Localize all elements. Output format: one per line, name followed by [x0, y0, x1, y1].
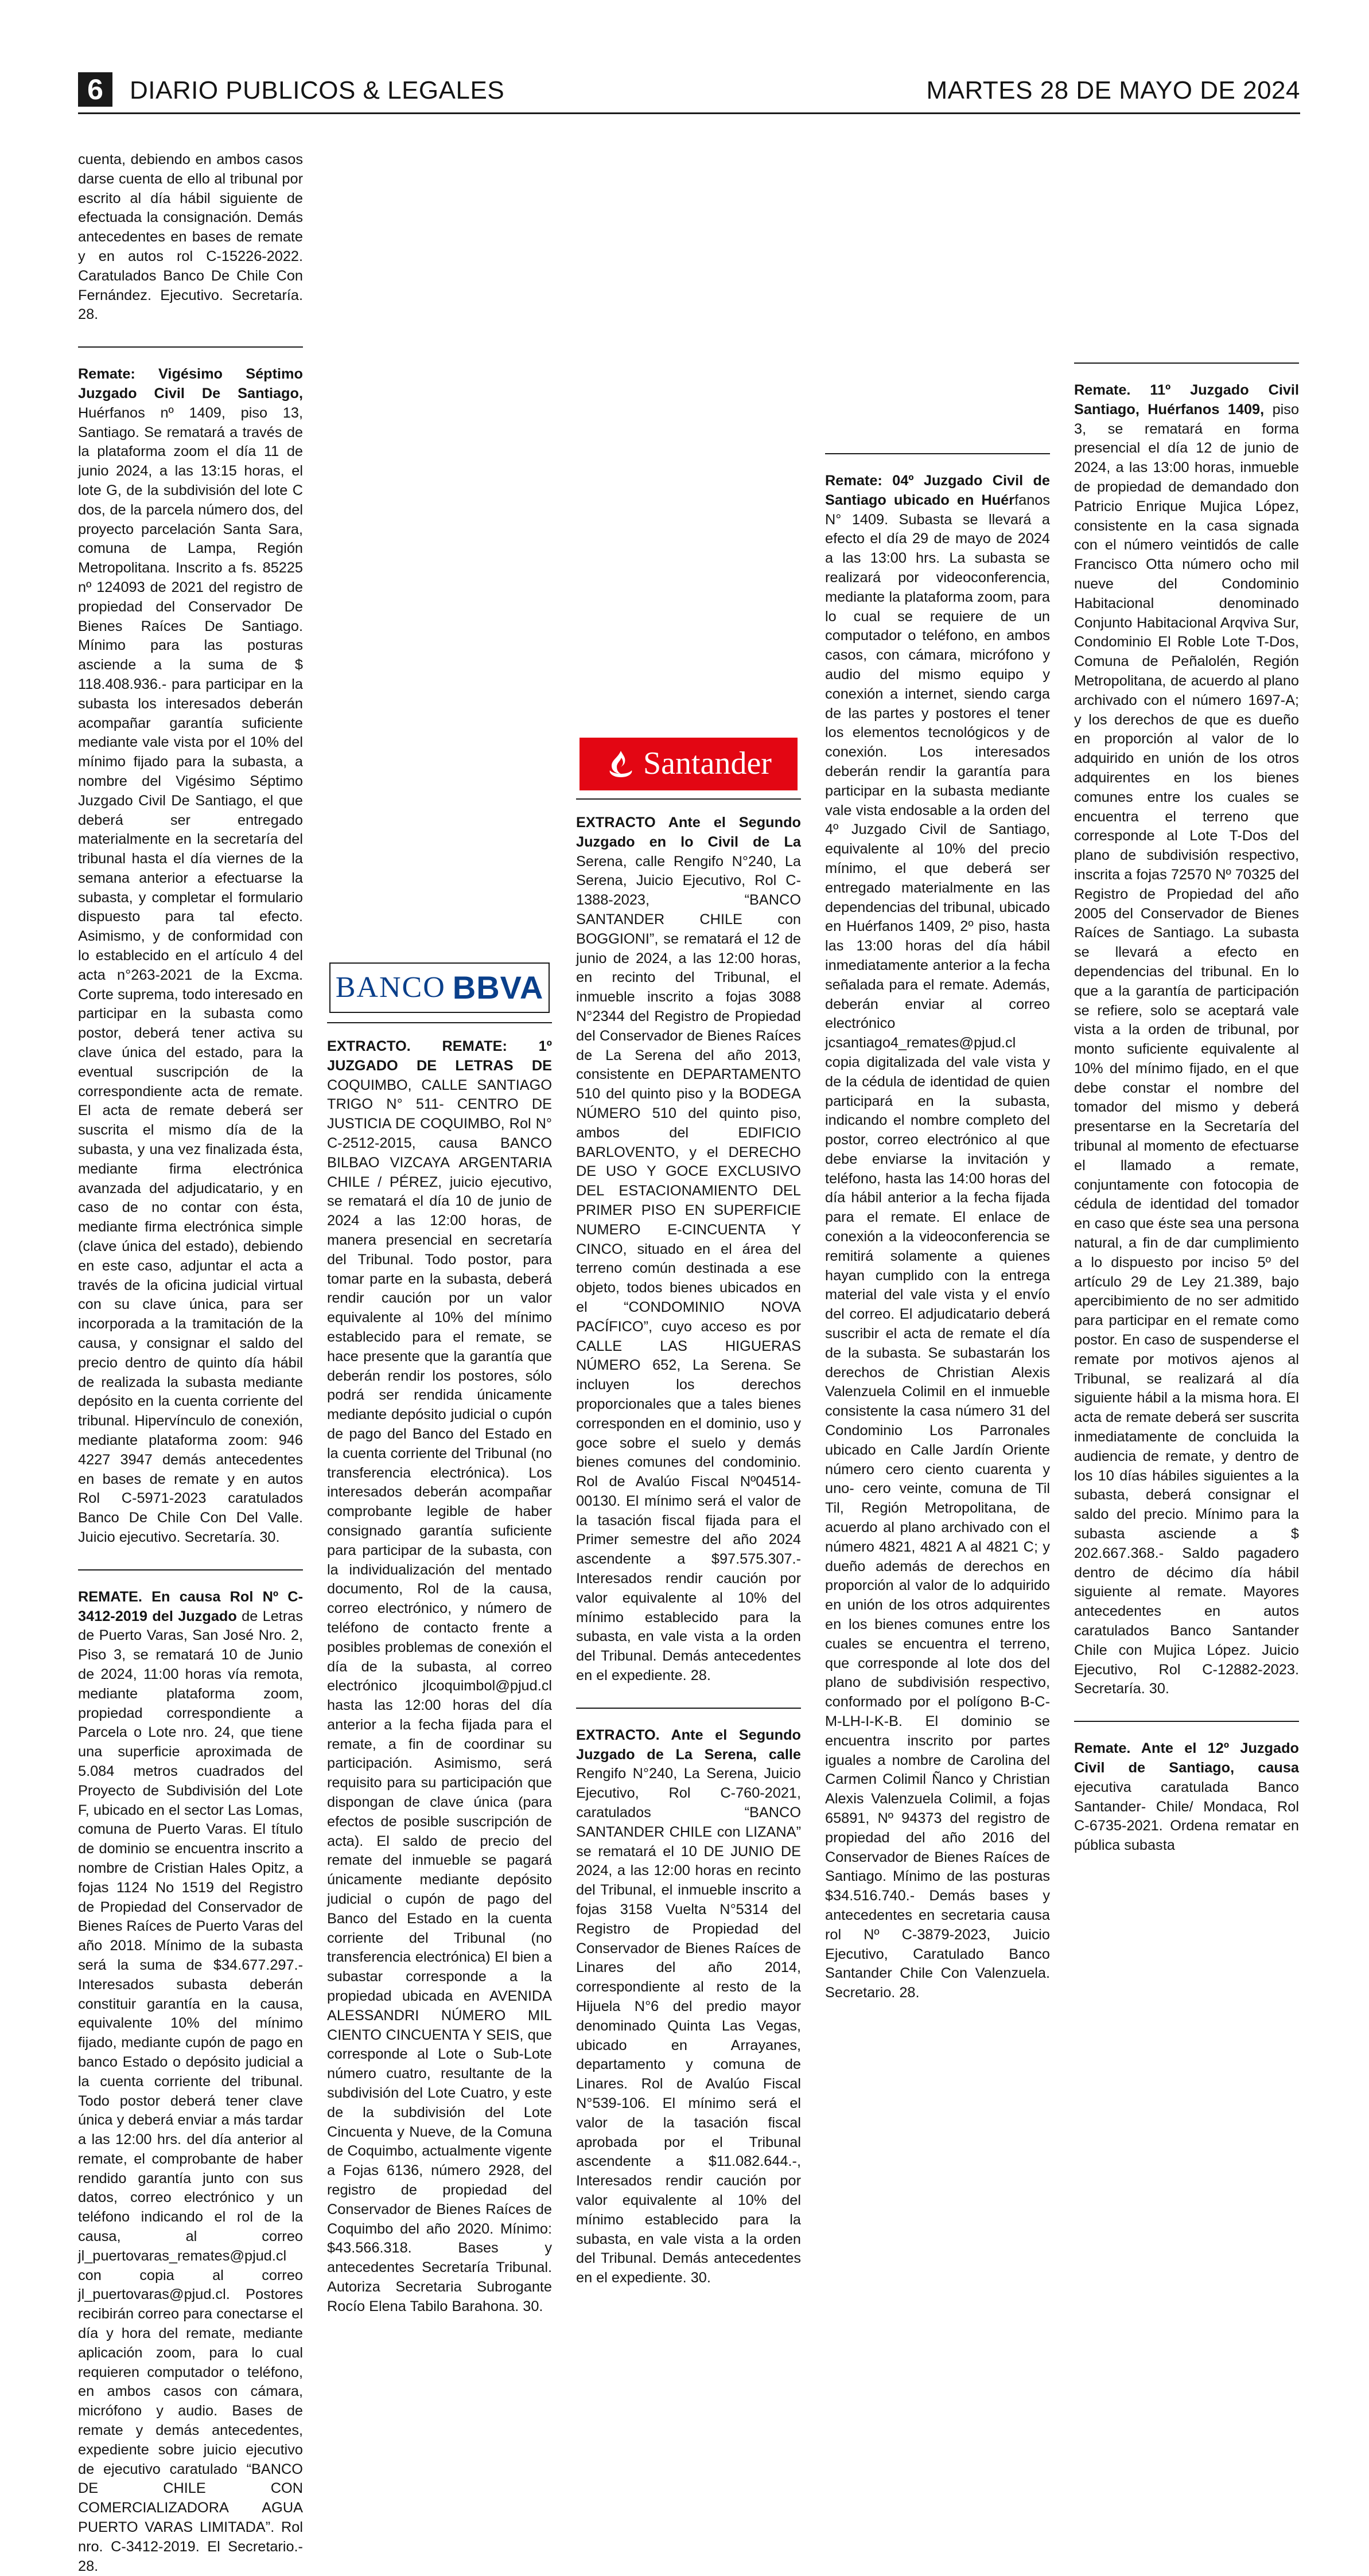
legal-notice: [78, 150, 303, 325]
notice-heading: REMATE. En causa Rol Nº C-3412-2019 del Juzgado: [78, 1588, 303, 1624]
notice-heading: Remate: 04º Juzgado Civil de Santiago ubicado en Huér: [825, 473, 1050, 508]
column-4: [825, 150, 1050, 2001]
notice-heading: Remate. 11º Juzgado Civil Santiago, Huérfanos 1409,: [1074, 382, 1299, 418]
bbva-banco-text: BANCO: [335, 971, 446, 1004]
header-rule: [78, 112, 1300, 114]
legal-notice: [78, 1588, 303, 2576]
publication-name: DIARIO PUBLICOS & LEGALES: [130, 76, 505, 104]
notice-body: piso 3, se rematará en forma presencial el día 12 de junio de 2024, a las 13:00 horas, inmueble de propiedad de demandado don Patricio Enrique Mujica López, consistente en la casa signada con el número veintidós de calle Francisco Otta número ocho mil nueve del Condominio Habitacional denominado Conjunto Habitacional Arqviva Sur, Condominio El Roble Lote T-Dos, Comuna de Peñalolén, Región Metropolitana, de acuerdo al plano archivado con el número 1697-A; y los derechos de que es dueño en proporción al valor de lo adquirido en unión de los otros adquirentes en los bienes comunes entre los cuales se encuentra el terreno que corresponde al Lote T-Dos del plano de subdivisión respectivo, inscrita a fojas 72570 Nº 70325 del Registro de Propiedad del año 2005 del Conservador de Bienes Raíces de Santiago. La subasta se llevará a efecto en dependencias del tribunal. En lo que a la garantía de participación se refiere, solo se aceptará vale vista a la orden de tribunal, por monto suficiente equivalente al 10% del mínimo fijado, en el que debe constar el nombre del tomador del mismo y deberá presentarse en la Secretaría del tribunal al momento de efectuarse el llamado a remate, conjuntamente con fotocopia de cédula de identidad del tomador en caso que éste sea una persona natural, a fin de dar cumplimiento a lo dispuesto por inciso 5º del artículo 29 de Ley 21.389, bajo apercibimiento de no ser admitido para participar en el remate como postor. En caso de suspenderse el remate por motivos ajenos al Tribunal, se realizará al día siguiente hábil a la misma hora. El acta de remate deberá ser suscrita inmediatamente de concluida la audiencia de remate, y dentro de los 10 días hábiles siguientes a la subasta, deberá consignar el saldo del precio. Mínimo para la subasta asciende a $ 202.667.368.- Saldo pagadero dentro de décimo día hábil siguiente al remate. Mayores antecedentes en autos caratulados Banco Santander Chile con Mujica López. Juicio Ejecutivo, Rol C-12882-2023. Secretaría. 30.: [1074, 401, 1300, 1697]
legal-notice: [825, 471, 1050, 2003]
notice-body: fanos N° 1409. Subasta se llevará a efecto el día 29 de mayo de 2024 a las 13:00 hrs. La subasta se realizará por videoconferencia, mediante la plataforma zoom, para lo cual se requiere de un computador o teléfono, en ambos casos, con cámara, micrófono y audio del mismo equipo y conexión a internet, siendo carga de las partes y postores el tener los elementos tecnológicos y de conexión. Los interesados deberán rendir la garantía para participar en la subasta mediante vale vista endosable a la orden del 4º Juzgado Civil de Santiago, equivalente al 10% del precio mínimo, el que deberá ser entregado materialmente en las dependencias del tribunal, ubicado en Huérfanos 1409, 2º piso, hasta las 13:00 horas del día hábil inmediatamente anterior a la fecha señalada para el remate. Además, deberán enviar al correo electrónico jcsantiago4_remates@pjud.cl copia digitalizada del vale vista y de la cédula de identidad de quien participará en la subasta, indicando el nombre completo del postor, correo electrónico al que debe enviarse la invitación y teléfono, hasta las 14:00 horas del día hábil anterior a la fecha fijada para el remate. El enlace de conexión a la videoconferencia se remitirá solamente a quienes hayan cumplido con la entrega material del vale vista y el envío del correo. El adjudicatario deberá suscribir el acta de remate el día de la subasta. Se subastarán los derechos de Christian Alexis Valenzuela Colimil en el inmueble consistente la casa número 31 del Condominio Los Parronales ubicado en Calle Jardín Oriente número cero ciento cuarenta y uno- cero veinte, comuna de Til Til, Región Metropolitana, de acuerdo al plano archivado con el número 4821, 4821 A al 4821 C; y dueño además de derechos en proporción al valor de lo adquirido en unión de los otros adquirentes en los bienes comunes entre los cuales se encuentra el terreno, que corresponde al lote dos del plano de subdivisión respectivo, conformado por el polígono B-C-M-LH-I-K-B. El dominio se encuentra inscrito por partes iguales a nombre de Carolina del Carmen Colimil Ñanco y Christian Alexis Valenzuela Colimil, a fojas 65891, Nº 94373 del registro de propiedad del año 2016 del Conservador de Bienes Raíces de Santiago. Mínimo de las posturas $34.516.740.- Demás bases y antecedentes en secretaria causa rol Nº C-3879-2023, Juicio Ejecutivo, Caratulado Banco Santander Chile Con Valenzuela. Secretario. 28.: [825, 492, 1050, 2001]
notice-body: ejecutiva caratulada Banco Santander- Chile/ Mondaca, Rol C-6735-2021. Ordena rematar en pública subasta: [1074, 1779, 1299, 1854]
page-header: [78, 72, 1300, 107]
notice-heading: Remate: Vigésimo Séptimo Juzgado Civil De Santiago,: [78, 366, 303, 402]
santander-flame-icon: [605, 749, 636, 780]
legal-notice: [576, 813, 801, 1686]
notice-separator: [576, 1708, 801, 1709]
notice-heading: EXTRACTO. Ante el Segundo Juzgado de La Serena, calle: [576, 1727, 801, 1763]
column-1: [78, 150, 303, 2574]
notice-separator: [78, 1569, 303, 1570]
column-3: [576, 150, 801, 2286]
notice-separator: [1074, 363, 1299, 364]
bbva-logo: [329, 962, 550, 1013]
notice-body: COQUIMBO, CALLE SANTIAGO TRIGO N° 511- CENTRO DE JUSTICIA DE COQUIMBO, Rol N° C-2512-2015, causa BANCO BILBAO VIZCAYA ARGENTARIA CHILE / PÉREZ, juicio ejecutivo, se rematará el día 10 de junio de 2024 a las 12:00 horas, de manera presencial en secretaría del Tribunal. Todo postor, para tomar parte en la subasta, deberá rendir caución por un valor equivalente al 10% del mínimo establecido para el remate, se hace presente que la garantía que deberán rendir los postores, sólo podrá ser rendida únicamente mediante depósito judicial o cupón de pago del Banco del Estado en la cuenta corriente del Tribunal (no transferencia electrónica). Los interesados deberán acompañar comprobante legible de haber consignado garantía suficiente para participar de la subasta, con la individualización del mentado documento, Rol de la causa, correo electrónico, y número de teléfono de contacto frente a posibles problemas de conexión el día de la subasta, al correo electrónico jlcoquimbol@pjud.cl hasta las 12:00 horas del día anterior a la fecha fijada para el remate, a fin de coordinar su participación. Asimismo, será requisito para su participación que dispongan de clave única (para efectos de posible suscripción de acta). El saldo de precio del remate del inmueble se pagará únicamente mediante depósito judicial o cupón de pago del Banco del Estado en la cuenta corriente del Tribunal (no transferencia electrónica) El bien a subastar corresponde a la propiedad ubicada en AVENIDA ALESSANDRI NÚMERO MIL CIENTO CINCUENTA Y SEIS, que corresponde al Lote o Sub-Lote número cuatro, resultante de la subdivisión del Lote Cuatro, y este de la subdivisión del Lote Cincuenta y Nueve, de la Comuna de Coquimbo, actualmente vigente a Fojas 6136, número 2928, del registro de propiedad del Conservador de Bienes Raíces de Coquimbo del año 2020. Mínimo: $43.566.318. Bases y antecedentes Secretaría Tribunal. Autoriza Secretaria Subrogante Rocío Elena Tabilo Barahona. 30.: [327, 1077, 552, 2314]
legal-notice: [78, 365, 303, 1548]
notice-heading: Remate. Ante el 12º Juzgado Civil de Santiago, causa: [1074, 1740, 1299, 1776]
legal-notice: [327, 1037, 552, 2317]
notice-heading: EXTRACTO Ante el Segundo Juzgado en lo Civil de La: [576, 815, 801, 850]
legal-notice: [1074, 1739, 1299, 1856]
notice-body: cuenta, debiendo en ambos casos darse cuenta de ello al tribunal por escrito al día hábil siguiente de efectuada la consignación. Demás antecedentes en bases de remate y en autos rol C-15226-2022. Caratulados Banco De Chile Con Fernández. Ejecutivo. Secretaría. 28.: [78, 151, 303, 323]
notice-body: de Letras de Puerto Varas, San José Nro. 2, Piso 3, se rematará 10 de Junio de 2024, 11:00 horas vía remota, mediante plataforma zoom, propiedad correspondiente a Parcela o Lote nro. 24, que tiene una superficie aproximada de 5.084 metros cuadrados del Proyecto de Subdivisión del Lote F, ubicado en el sector Las Lomas, comuna de Puerto Varas. El título de dominio se encuentra inscrito a nombre de Cristian Hales Opitz, a fojas 1124 No 1519 del Registro de Propiedad del Conservador de Bienes Raíces de Puerto Varas del año 2018. Mínimo de la subasta será la suma de $34.677.297.- Interesados subasta deberán constituir garantía en la causa, equivalente 10% del mínimo fijado, mediante cupón de pago en banco Estado o depósito judicial a la cuenta corriente del tribunal. Todo postor deberá tener clave única y deberá enviar a más tardar a las 12:00 hrs. del día anterior al remate, el comprobante de haber rendido garantía junto con sus datos, correo electrónico y un teléfono indicando el rol de la causa, al correo jl_puertovaras_remates@pjud.cl con copia al correo jl_puertovaras@pjud.cl. Postores recibirán correo para conectarse el día y hora del remate, mediante aplicación zoom, para lo cual requieren computador o teléfono, en ambos casos con cámara, micrófono y audio. Bases de remate y demás antecedentes, expediente sobre juicio ejecutivo de ejecutivo caratulado “BANCO DE CHILE CON COMERCIALIZADORA AGUA PUERTO VARAS LIMITADA”. Rol nro. C-3412-2019. El Secretario.- 28.: [78, 1608, 303, 2574]
column-2: [327, 150, 552, 2314]
bbva-ad: [327, 953, 552, 1023]
notice-body: Serena, calle Rengifo N°240, La Serena, Juicio Ejecutivo, Rol C-1388-2023, “BANCO SANTANDER CHILE con BOGGIONI”, se rematará el 12 de junio de 2024, a las 12:00 horas, en recinto del Tribunal, el inmueble inscrito a fojas 3088 N°2344 del Registro de Propiedad del Conservador de Bienes Raíces de La Serena del año 2013, consistente en DEPARTAMENTO 510 del quinto piso y la BODEGA NÚMERO 510 del quinto piso, ambos del EDIFICIO BARLOVENTO, y el DERECHO DE USO Y GOCE EXCLUSIVO DEL ESTACIONAMIENTO DEL PRIMER PISO EN SUPERFICIE NUMERO E-CINCUENTA Y CINCO, situado en el área del terreno común destinada a ese objeto, todos bienes ubicados en el “CONDOMINIO NOVA PACÍFICO”, cuyo acceso es por CALLE LAS HIGUERAS NÚMERO 652, La Serena. Se incluyen los derechos proporcionales que a tales bienes corresponden en el dominio, uso y goce sobre el suelo y demás bienes comunes del condominio. Rol de Avalúo Fiscal Nº04514-00130. El mínimo será el valor de la tasación fiscal fijada para el Primer semestre del año 2024 ascendente a $97.575.307.- Interesados rendir caución por valor equivalente al 10% del mínimo establecido para la subasta, en vale vista a la orden del Tribunal. Demás antecedentes en el expediente. 28.: [576, 853, 801, 1684]
santander-ad: [576, 730, 801, 800]
santander-logo: [580, 738, 798, 790]
notice-heading: EXTRACTO. REMATE: 1º JUZGADO DE LETRAS DE: [327, 1038, 552, 1074]
publication-date: MARTES 28 DE MAYO DE 2024: [926, 76, 1300, 104]
notice-separator: [825, 453, 1050, 454]
notice-separator: [1074, 1721, 1299, 1722]
legal-notice: [576, 1726, 801, 2288]
notice-separator: [78, 346, 303, 348]
column-5: [1074, 150, 1299, 1974]
legal-notice: [1074, 381, 1299, 1699]
santander-wordmark: Santander: [643, 746, 772, 782]
notice-body: Huérfanos nº 1409, piso 13, Santiago. Se rematará a través de la plataforma zoom el día 11 de junio 2024, a las 13:15 horas, el lote G, de la subdivisión del lote C dos, de la parcela número dos, del proyecto parcelación Santa Sara, comuna de Lampa, Región Metropolitana. Inscrito a fs. 85225 nº 124093 de 2021 del registro de propiedad del Conservador De Bienes Raíces De Santiago. Mínimo para las posturas asciende a la suma de $ 118.408.936.- para participar en la subasta los interesados deberán acompañar garantía suficiente mediante vale vista por el 10% del mínimo fijado para la subasta, a nombre del Vigésimo Séptimo Juzgado Civil De Santiago, el que deberá ser entregado materialmente en la secretaría del tribunal hasta el día viernes de la semana anterior a efectuarse la subasta, y completar el formulario dispuesto para tal efecto. Asimismo, y de conformidad con lo establecido en el artículo 4 del acta n°263-2021 de la Excma. Corte suprema, todo interesado en participar en la subasta como postor, deberá tener activa su clave única del estado, para la eventual suscripción de la correspondiente acta de remate. El acta de remate deberá ser suscrita el mismo día de la subasta, y una vez finalizada ésta, mediante firma electrónica avanzada del adjudicatario, y en caso de no contar con ésta, mediante firma electrónica simple (clave única del estado), debiendo en este caso, adjuntar el acta a través de la oficina judicial virtual con su clave única, para ser incorporada a la tramitación de la causa, y consignar el saldo del precio dentro de quinto día hábil de realizada la subasta mediante depósito en la cuenta corriente del tribunal. Hipervínculo de conexión, mediante plataforma zoom: 946 4227 3947 demás antecedentes en bases de remate y en autos Rol C-5971-2023 caratulados Banco De Chile Con Del Valle. Juicio ejecutivo. Secretaría. 30.: [78, 404, 303, 1545]
notice-body: Rengifo N°240, La Serena, Juicio Ejecutivo, Rol C-760-2021, caratulados “BANCO SANTANDER CHILE con LIZANA” se rematará el 10 DE JUNIO DE 2024, a las 12:00 horas en recinto del Tribunal, el inmueble inscrito a fojas 3158 Vuelta N°5314 del Registro de Propiedad del Conservador de Bienes Raíces de Linares del año 2014, correspondiente al resto de la Hijuela N°6 del predio mayor denominado Quinta Las Vegas, ubicado en Arrayanes, departamento y comuna de Linares. Rol de Avalúo Fiscal N°539-106. El mínimo será el valor de la tasación fiscal aprobada por el Tribunal ascendente a $11.082.644.-, Interesados rendir caución por valor equivalente al 10% del mínimo establecido para la subasta, en vale vista a la orden del Tribunal. Demás antecedentes en el expediente. 30.: [576, 1766, 801, 2286]
page-number: 6: [78, 72, 112, 107]
bbva-wordmark: BBVA: [452, 969, 544, 1006]
